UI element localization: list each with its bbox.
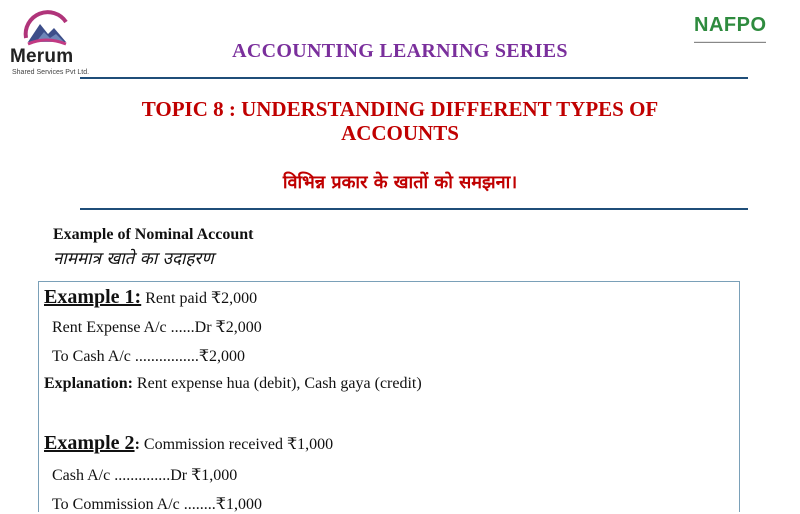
merum-subtitle: Shared Services Pvt Ltd. <box>12 69 90 76</box>
merum-brand-text: Merum <box>10 46 74 67</box>
section-heading-hindi: नाममात्र खाते का उदाहरण <box>53 249 214 269</box>
topic-title <box>100 97 700 145</box>
nafpo-tagline-decoration: ▬▬▬▬▬▬▬▬▬▬▬▬▬▬▬▬▬▬ <box>694 39 766 44</box>
nafpo-brand-text: NAFPO <box>694 14 767 36</box>
series-title: ACCOUNTING LEARNING SERIES <box>232 40 568 62</box>
example-2-debit: Cash A/c ..............Dr ₹1,000 <box>52 467 238 484</box>
example-1-description: Rent paid ₹2,000 <box>141 290 258 307</box>
example-2-description: Commission received ₹1,000 <box>139 436 334 453</box>
divider-top <box>80 77 748 79</box>
example-1-debit: Rent Expense A/c ......Dr ₹2,000 <box>52 319 262 336</box>
topic-title-line1: TOPIC 8 : UNDERSTANDING DIFFERENT TYPES OF <box>141 97 659 121</box>
topic-title-line2: ACCOUNTS <box>341 121 459 145</box>
example-2-heading <box>44 432 333 455</box>
example-1-credit: To Cash A/c ................₹2,000 <box>52 348 246 365</box>
explanation-text: Rent expense hua (debit), Cash gaya (credit) <box>132 375 422 392</box>
example-1-explanation <box>44 375 422 393</box>
example-2-title-colon: : <box>134 436 140 453</box>
example-2-credit: To Commission A/c ........₹1,000 <box>52 496 262 513</box>
examples-box <box>38 281 740 512</box>
example-1-title: Example 1: <box>44 286 142 308</box>
topic-title-hindi: विभिन्न प्रकार के खातों को समझना। <box>282 172 518 193</box>
example-2-title: Example 2 <box>44 432 135 454</box>
example-1-heading <box>44 286 257 309</box>
explanation-label: Explanation: <box>44 375 133 392</box>
divider-bottom <box>80 208 748 210</box>
section-heading: Example of Nominal Account <box>53 226 254 243</box>
